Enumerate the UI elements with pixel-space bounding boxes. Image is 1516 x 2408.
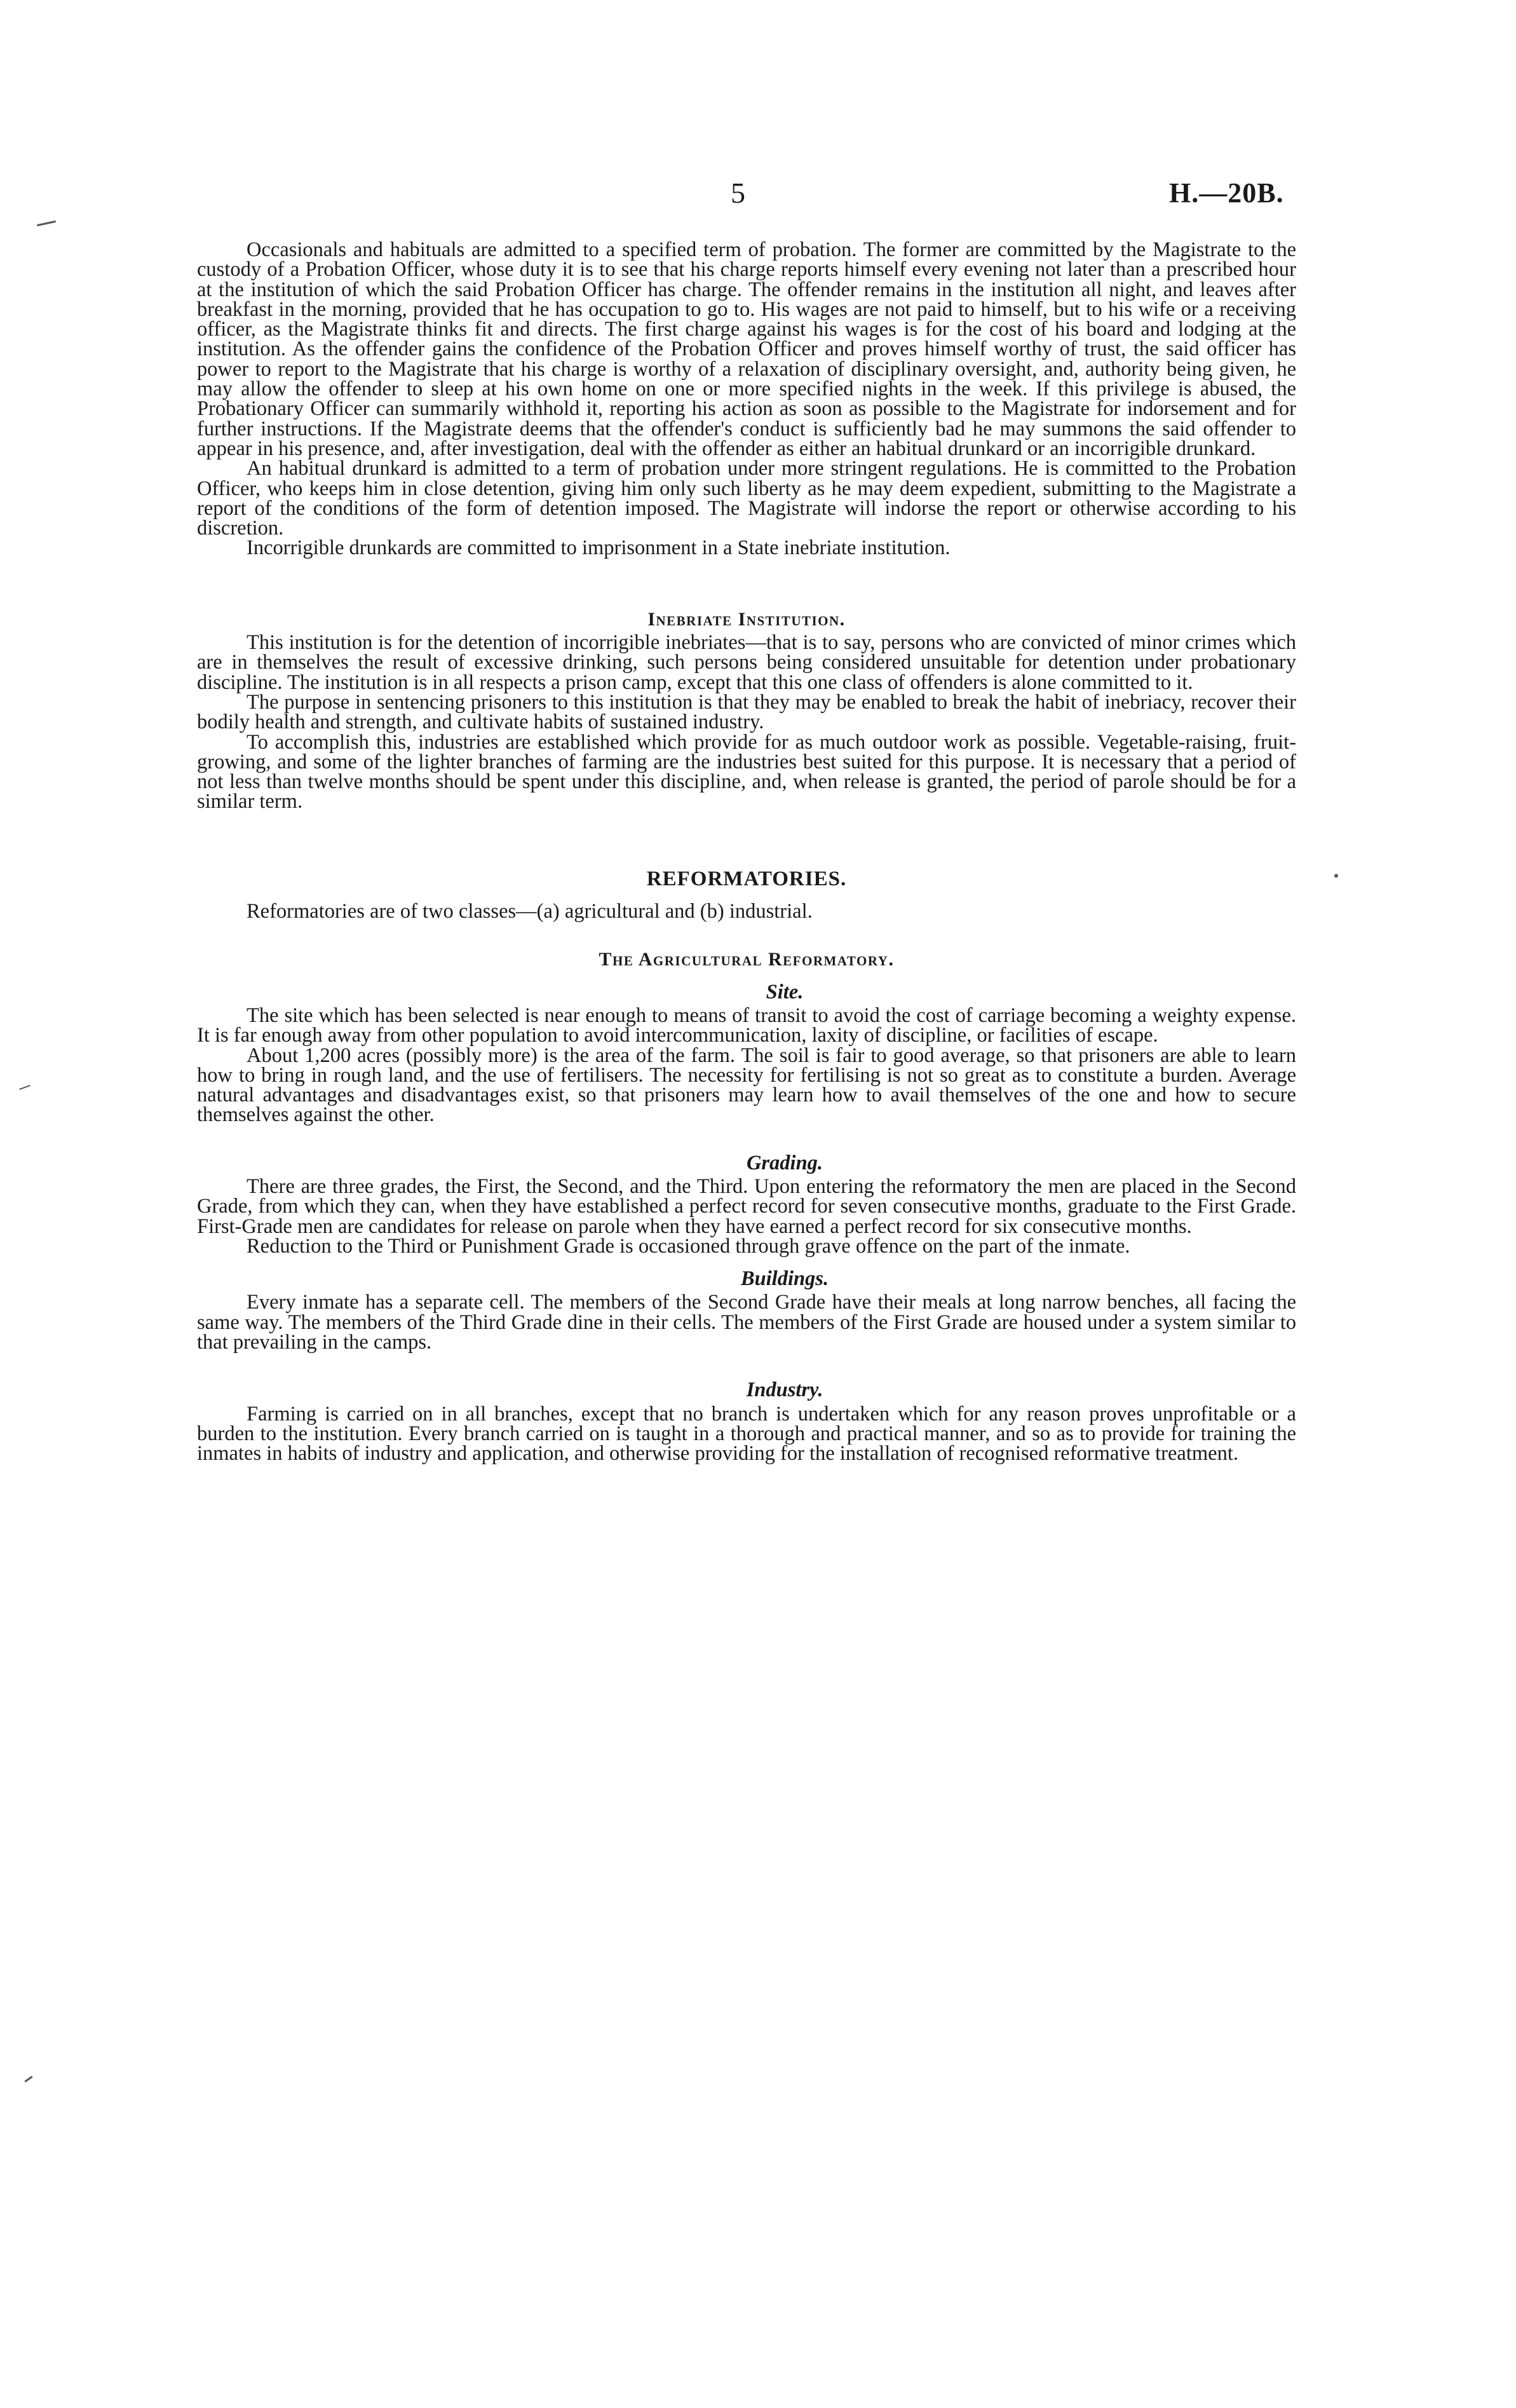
paragraph: There are three grades, the First, the Second, and the Third. Upon entering the reformatory the men are placed in the Second Grade, from which they can, when they have established a perfect record for seven consecutive months, graduate to the First Grade. First-Grade men are candidates for release on parole when they have earned a perfect record for six consecutive months. [197, 1174, 1296, 1238]
paragraph: To accomplish this, industries are established which provide for as much outdoor work as possible. Vegetable-raising, fruit-growing, and some of the lighter branches of farming are the industries best suited for this purpose. It is necessary that a period of not less than twelve months should be spent under this discipline, and, when release is granted, the period of parole should be for a similar term. [197, 730, 1296, 813]
scan-mark [24, 2076, 32, 2082]
paragraph: About 1,200 acres (possibly more) is the area of the farm. The soil is fair to good average, so that prisoners are able to learn how to bring in rough land, and the use of fertilisers. The necessity for fertilising is not so great as to constitute a burden. Average natural advantages and disadvantages exist, so that prisoners may learn how to avail themselves of the one and how to secure themselves against the other. [197, 1044, 1296, 1127]
probation-section [197, 240, 1296, 559]
document-code: H.—20B. [1169, 177, 1284, 208]
reformatories-section [197, 869, 1296, 1464]
subheading-industry: Industry. [746, 1378, 823, 1402]
paragraph: Occasionals and habituals are admitted to a specified term of probation. The former are committed by the Magistrate to the custody of a Probation Officer, whose duty it is to see that his charge reports himself every evening not later than a prescribed hour at the institution of which the said Probation Officer has charge. The offender remains in the institution all night, and leaves after breakfast in the morning, provided that he has occupation to go to. His wages are not paid to himself, but to his wife or a receiving officer, as the Magistrate thinks fit and directs. The first charge against his wages is for the cost of his board and lodging at the institution. As the offender gains the confidence of the Probation Officer and proves himself worthy of trust, the said officer has power to report to the Magistrate that his charge is worthy of a relaxation of disciplinary oversight, and, authority being given, he may allow the offender to sleep at his own home on one or more specified nights in the week. If this privilege is abused, the Probationary Officer can summarily withhold it, reporting his action as soon as possible to the Magistrate for indorsement and for further instructions. If the Magistrate deems that the offender's conduct is sufficiently bad he may summons the said offender to appear in his presence, and, after investigation, deal with the offender as either an habitual drunkard or an incorrigible drunkard. [197, 238, 1296, 460]
subheading-grading: Grading. [746, 1151, 823, 1174]
document-body [197, 240, 1296, 1464]
scan-mark [37, 221, 56, 226]
paragraph: Reformatories are of two classes—(a) agricultural and (b) industrial. [247, 900, 813, 923]
scan-mark [1334, 874, 1338, 878]
subheading-site: Site. [766, 980, 804, 1003]
paragraph: This institution is for the detention of incorrigible inebriates—that is to say, persons who are convicted of minor crimes which are in themselves the result of excessive drinking, such persons being considered unsuitable for detention under probationary discipline. The institution is in all respects a prison camp, except that this one class of offenders is alone committed to it. [197, 631, 1296, 694]
paragraph: Incorrigible drunkards are committed to imprisonment in a State inebriate institution. [247, 536, 951, 560]
subheading-buildings: Buildings. [740, 1267, 829, 1291]
page-number: 5 [731, 177, 745, 209]
section-heading: The Agricultural Reformatory. [599, 949, 895, 970]
paragraph: An habitual drunkard is admitted to a term of probation under more stringent regulations. He is committed to the Probation Officer, who keeps him in close detention, giving him only such liberty as he may deem expedient, submitting to the Magistrate a report of the conditions of the form of detention imposed. The Magistrate will indorse the report or otherwise according to his discretion. [197, 457, 1296, 540]
paragraph: Every inmate has a separate cell. The members of the Second Grade have their meals at long narrow benches, all facing the same way. The members of the Third Grade dine in their cells. The members of the First Grade are housed under a system similar to that prevailing in the camps. [197, 1291, 1296, 1354]
paragraph: The site which has been selected is near enough to means of transit to avoid the cost of carriage becoming a weighty expense. It is far enough away from other population to avoid intercommunication, laxity of discipline, or facilities of escape. [197, 1003, 1296, 1047]
inebriate-institution-section [197, 609, 1296, 812]
paragraph: Reduction to the Third or Punishment Grade is occasioned through grave offence on the part of the inmate. [247, 1234, 1130, 1258]
major-heading: REFORMATORIES. [646, 867, 847, 890]
section-heading: Inebriate Institution. [647, 608, 846, 630]
paragraph: Farming is carried on in all branches, except that no branch is undertaken which for any reason proves unprofitable or a burden to the institution. Every branch carried on is taught in a thorough and practical manner, and so as to provide for training the inmates in habits of industry and application, and otherwise providing for the installation of recognised reformative treatment. [197, 1402, 1296, 1466]
paragraph: The purpose in sentencing prisoners to this institution is that they may be enabled to break the habit of inebriacy, recover their bodily health and strength, and cultivate habits of sustained industry. [197, 690, 1296, 734]
scan-mark [19, 1085, 30, 1090]
